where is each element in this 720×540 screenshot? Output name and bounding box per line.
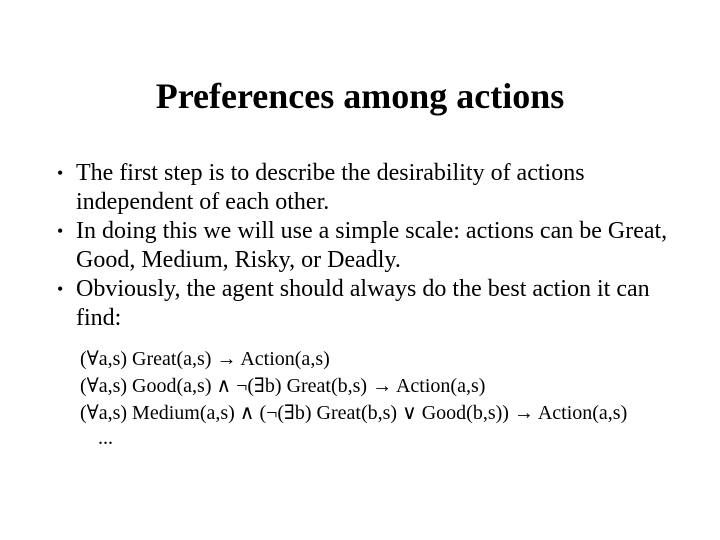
slide-title: Preferences among actions [155,76,565,116]
formula-line: (∀a,s) Medium(a,s) ∧ (¬(∃b) Great(b,s) ∨ Good(b,s)) → Action(a,s) [80,402,628,424]
bullet-marker: • [57,279,64,299]
formula-list [80,346,700,449]
bullet-item [0,275,676,333]
ellipsis: ... [98,427,113,449]
bullet-list [0,159,720,333]
bullet-text: In doing this we will use a simple scale: actions can be Great, Good, Medium, Risky, or Deadly. [76,218,668,273]
bullet-marker: • [57,221,64,241]
bullet-item [0,217,676,275]
formula-line: (∀a,s) Great(a,s) → Action(a,s) [80,348,330,370]
bullet-text: The first step is to describe the desirability of actions independent of each other. [76,160,585,215]
bullet-marker: • [57,163,64,183]
formula-line: (∀a,s) Good(a,s) ∧ ¬(∃b) Great(b,s) → Action(a,s) [80,375,486,397]
bullet-text: Obviously, the agent should always do the best action it can find: [76,276,650,331]
bullet-item [0,159,676,217]
